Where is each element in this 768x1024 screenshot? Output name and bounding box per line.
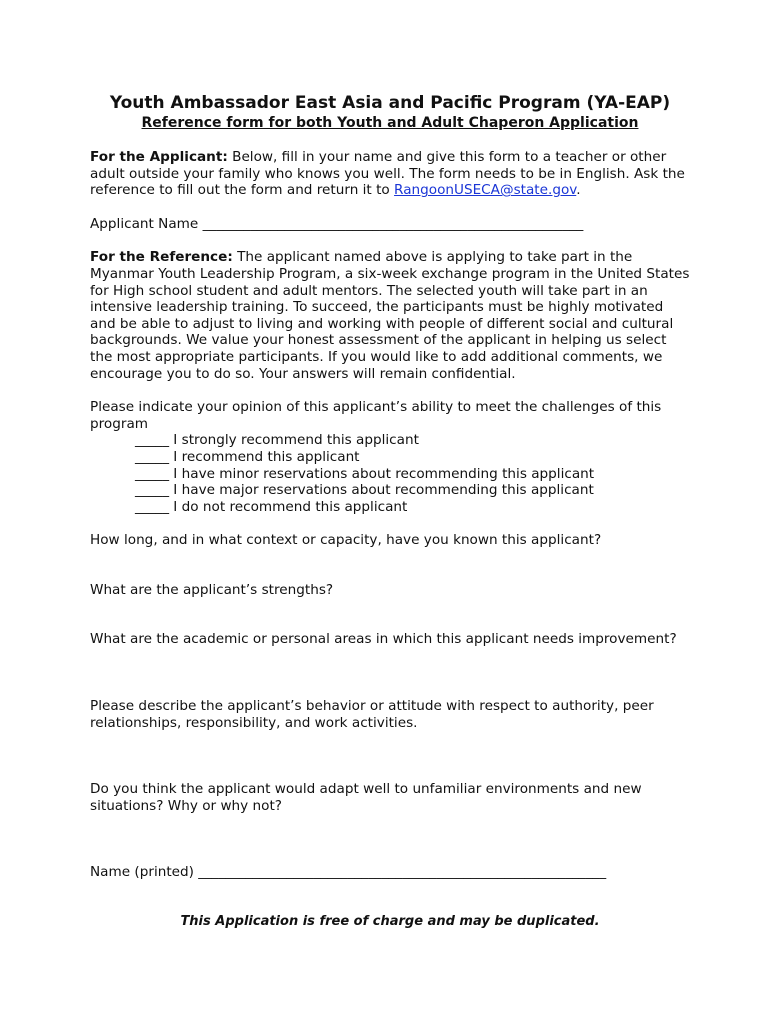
contact-email-link[interactable]: RangoonUSECA@state.gov xyxy=(394,182,577,199)
reference-form-page xyxy=(90,92,690,931)
option-blank[interactable]: _____ xyxy=(135,498,169,515)
option-label: I have major reservations about recommending this applicant xyxy=(168,482,594,499)
question-strengths: What are the applicant’s strengths? xyxy=(90,581,334,598)
applicant-name-row xyxy=(90,216,690,233)
question-behavior: Please describe the applicant’s behavior or attitude with respect to authority, peer relationships, responsibility, and work activities. xyxy=(90,698,654,731)
reference-instructions-label: For the Reference: xyxy=(90,249,233,266)
question-improvement-areas: What are the academic or personal areas in which this applicant needs improvement? xyxy=(90,631,677,648)
applicant-instructions-text: Below, fill in your name and give this form to a teacher or other adult outside your family who knows you well. The form needs to be in English. Ask the reference to fill out the form and return it to xyxy=(90,149,685,199)
option-blank[interactable]: _____ xyxy=(135,448,169,465)
recommendation-options xyxy=(135,432,690,515)
question-known-duration: How long, and in what context or capacity, have you known this applicant? xyxy=(90,532,602,549)
recommendation-option xyxy=(135,432,690,449)
option-blank[interactable]: _____ xyxy=(135,465,169,482)
option-blank[interactable]: _____ xyxy=(135,432,169,449)
reference-instructions-text: The applicant named above is applying to take part in the Myanmar Youth Leadership Program, a six-week exchange program in the United States for High school student and adult mentors. The selected youth will take part in an intensive leadership training. To succeed, the participants must be highly motivated and be able to adjust to living and working with people of different social and cultural backgrounds. We value your honest assessment of the applicant in helping us select the most appropriate participants. If you would like to add additional comments, we encourage you to do so. Your answers will remain confidential. xyxy=(90,249,690,382)
document-subtitle: Reference form for both Youth and Adult Chaperon Application xyxy=(141,115,639,131)
recommendation-option xyxy=(135,499,690,516)
option-blank[interactable]: _____ xyxy=(135,482,169,499)
applicant-name-blank[interactable]: ________________________________________________________ xyxy=(202,215,584,232)
recommendation-option xyxy=(135,482,690,499)
option-label: I have minor reservations about recommending this applicant xyxy=(168,465,595,482)
applicant-name-label: Applicant Name xyxy=(90,215,203,232)
applicant-instructions xyxy=(90,149,690,199)
document-title: Youth Ambassador East Asia and Pacific Program (YA-EAP) xyxy=(109,93,671,113)
recommendation-option xyxy=(135,449,690,466)
applicant-instructions-end: . xyxy=(576,182,581,199)
recommendation-option xyxy=(135,466,690,483)
reference-instructions xyxy=(90,249,690,382)
option-label: I recommend this applicant xyxy=(168,448,360,465)
question-adaptability: Do you think the applicant would adapt well to unfamiliar environments and new situations? Why or why not? xyxy=(90,781,642,814)
opinion-prompt: Please indicate your opinion of this applicant’s ability to meet the challenges of this program xyxy=(90,399,662,432)
option-label: I strongly recommend this applicant xyxy=(168,432,419,449)
option-label: I do not recommend this applicant xyxy=(168,498,408,515)
printed-name-row xyxy=(90,864,690,881)
printed-name-blank[interactable]: ____________________________________________________________ xyxy=(198,864,607,881)
footer-note: This Application is free of charge and may be duplicated. xyxy=(180,914,600,930)
printed-name-label: Name (printed) xyxy=(90,864,199,881)
applicant-instructions-label: For the Applicant: xyxy=(90,149,228,165)
